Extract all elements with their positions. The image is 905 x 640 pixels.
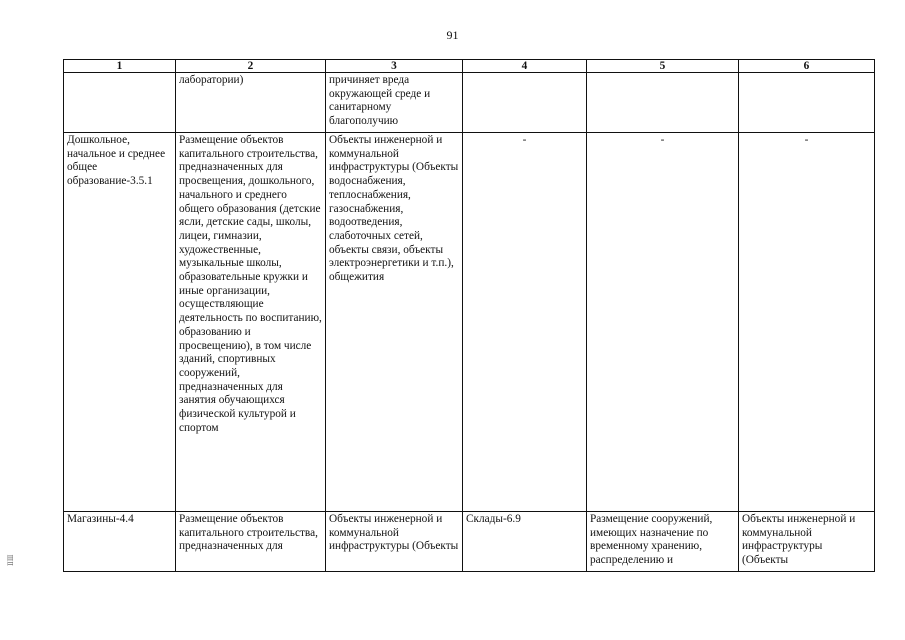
table-cell: [326, 512, 463, 572]
table-cell: [64, 73, 176, 133]
table-cell: [463, 73, 587, 133]
table-cell: Размещение объектов капитального строительства, предназначенных для просвещения, дошкольного, начального и среднего общего образования (детские ясли, детские сады, школы, лицеи, гимназии, художественные, музыкальные школы, образовательные кружки и иные организации, осуществляющие деятельность по воспитанию, образованию и просвещению), в том числе зданий, спортивных сооружений, предназначенных для занятия обучающихся физической культурой и спортом: [176, 133, 326, 512]
zoning-table: [63, 59, 875, 572]
header-col-1: 1: [64, 60, 176, 73]
table-cell: Дошкольное, начальное и среднее общее образование-3.5.1: [64, 133, 176, 512]
cell-text: Размещение объектов капитального строительства, предназначенных для: [179, 513, 318, 553]
cell-text: Магазины-4.4: [67, 513, 134, 525]
table-cell: лаборатории): [176, 73, 326, 133]
header-col-3: 3: [326, 60, 463, 73]
table-cell: [587, 512, 739, 572]
cell-text: Размещение сооружений, имеющих назначение по временному хранению, распределению и: [590, 513, 713, 567]
table-cell: -: [587, 133, 739, 512]
header-col-6: 6: [739, 60, 875, 73]
table-cell: -: [463, 133, 587, 512]
table-cell: [587, 73, 739, 133]
cell-text: Объекты инженерной и коммунальной инфраструктуры (Объекты: [742, 513, 856, 567]
cell-text: Объекты инженерной и коммунальной инфраструктуры (Объекты: [329, 513, 459, 553]
table-row: [64, 133, 875, 512]
cell-text: Склады-6.9: [466, 513, 521, 525]
page-number: 91: [446, 28, 459, 42]
table-cell: [739, 73, 875, 133]
table-cell: [64, 512, 176, 572]
table-cell: [739, 512, 875, 572]
table-cell: [176, 512, 326, 572]
table-row: [64, 512, 875, 572]
table-cell: -: [739, 133, 875, 512]
header-col-4: 4: [463, 60, 587, 73]
header-row: [64, 60, 875, 73]
header-col-2: 2: [176, 60, 326, 73]
table-cell: причиняет вреда окружающей среде и санитарному благополучию: [326, 73, 463, 133]
side-margin-mark: ⅡⅢ: [7, 554, 15, 566]
table-cell: Объекты инженерной и коммунальной инфраструктуры (Объекты водоснабжения, теплоснабжения, газоснабжения, водоотведения, слаботочных сетей, объекты связи, объекты электроэнергетики и т.п.), общежития: [326, 133, 463, 512]
table-row: [64, 73, 875, 133]
header-col-5: 5: [587, 60, 739, 73]
table-cell: [463, 512, 587, 572]
